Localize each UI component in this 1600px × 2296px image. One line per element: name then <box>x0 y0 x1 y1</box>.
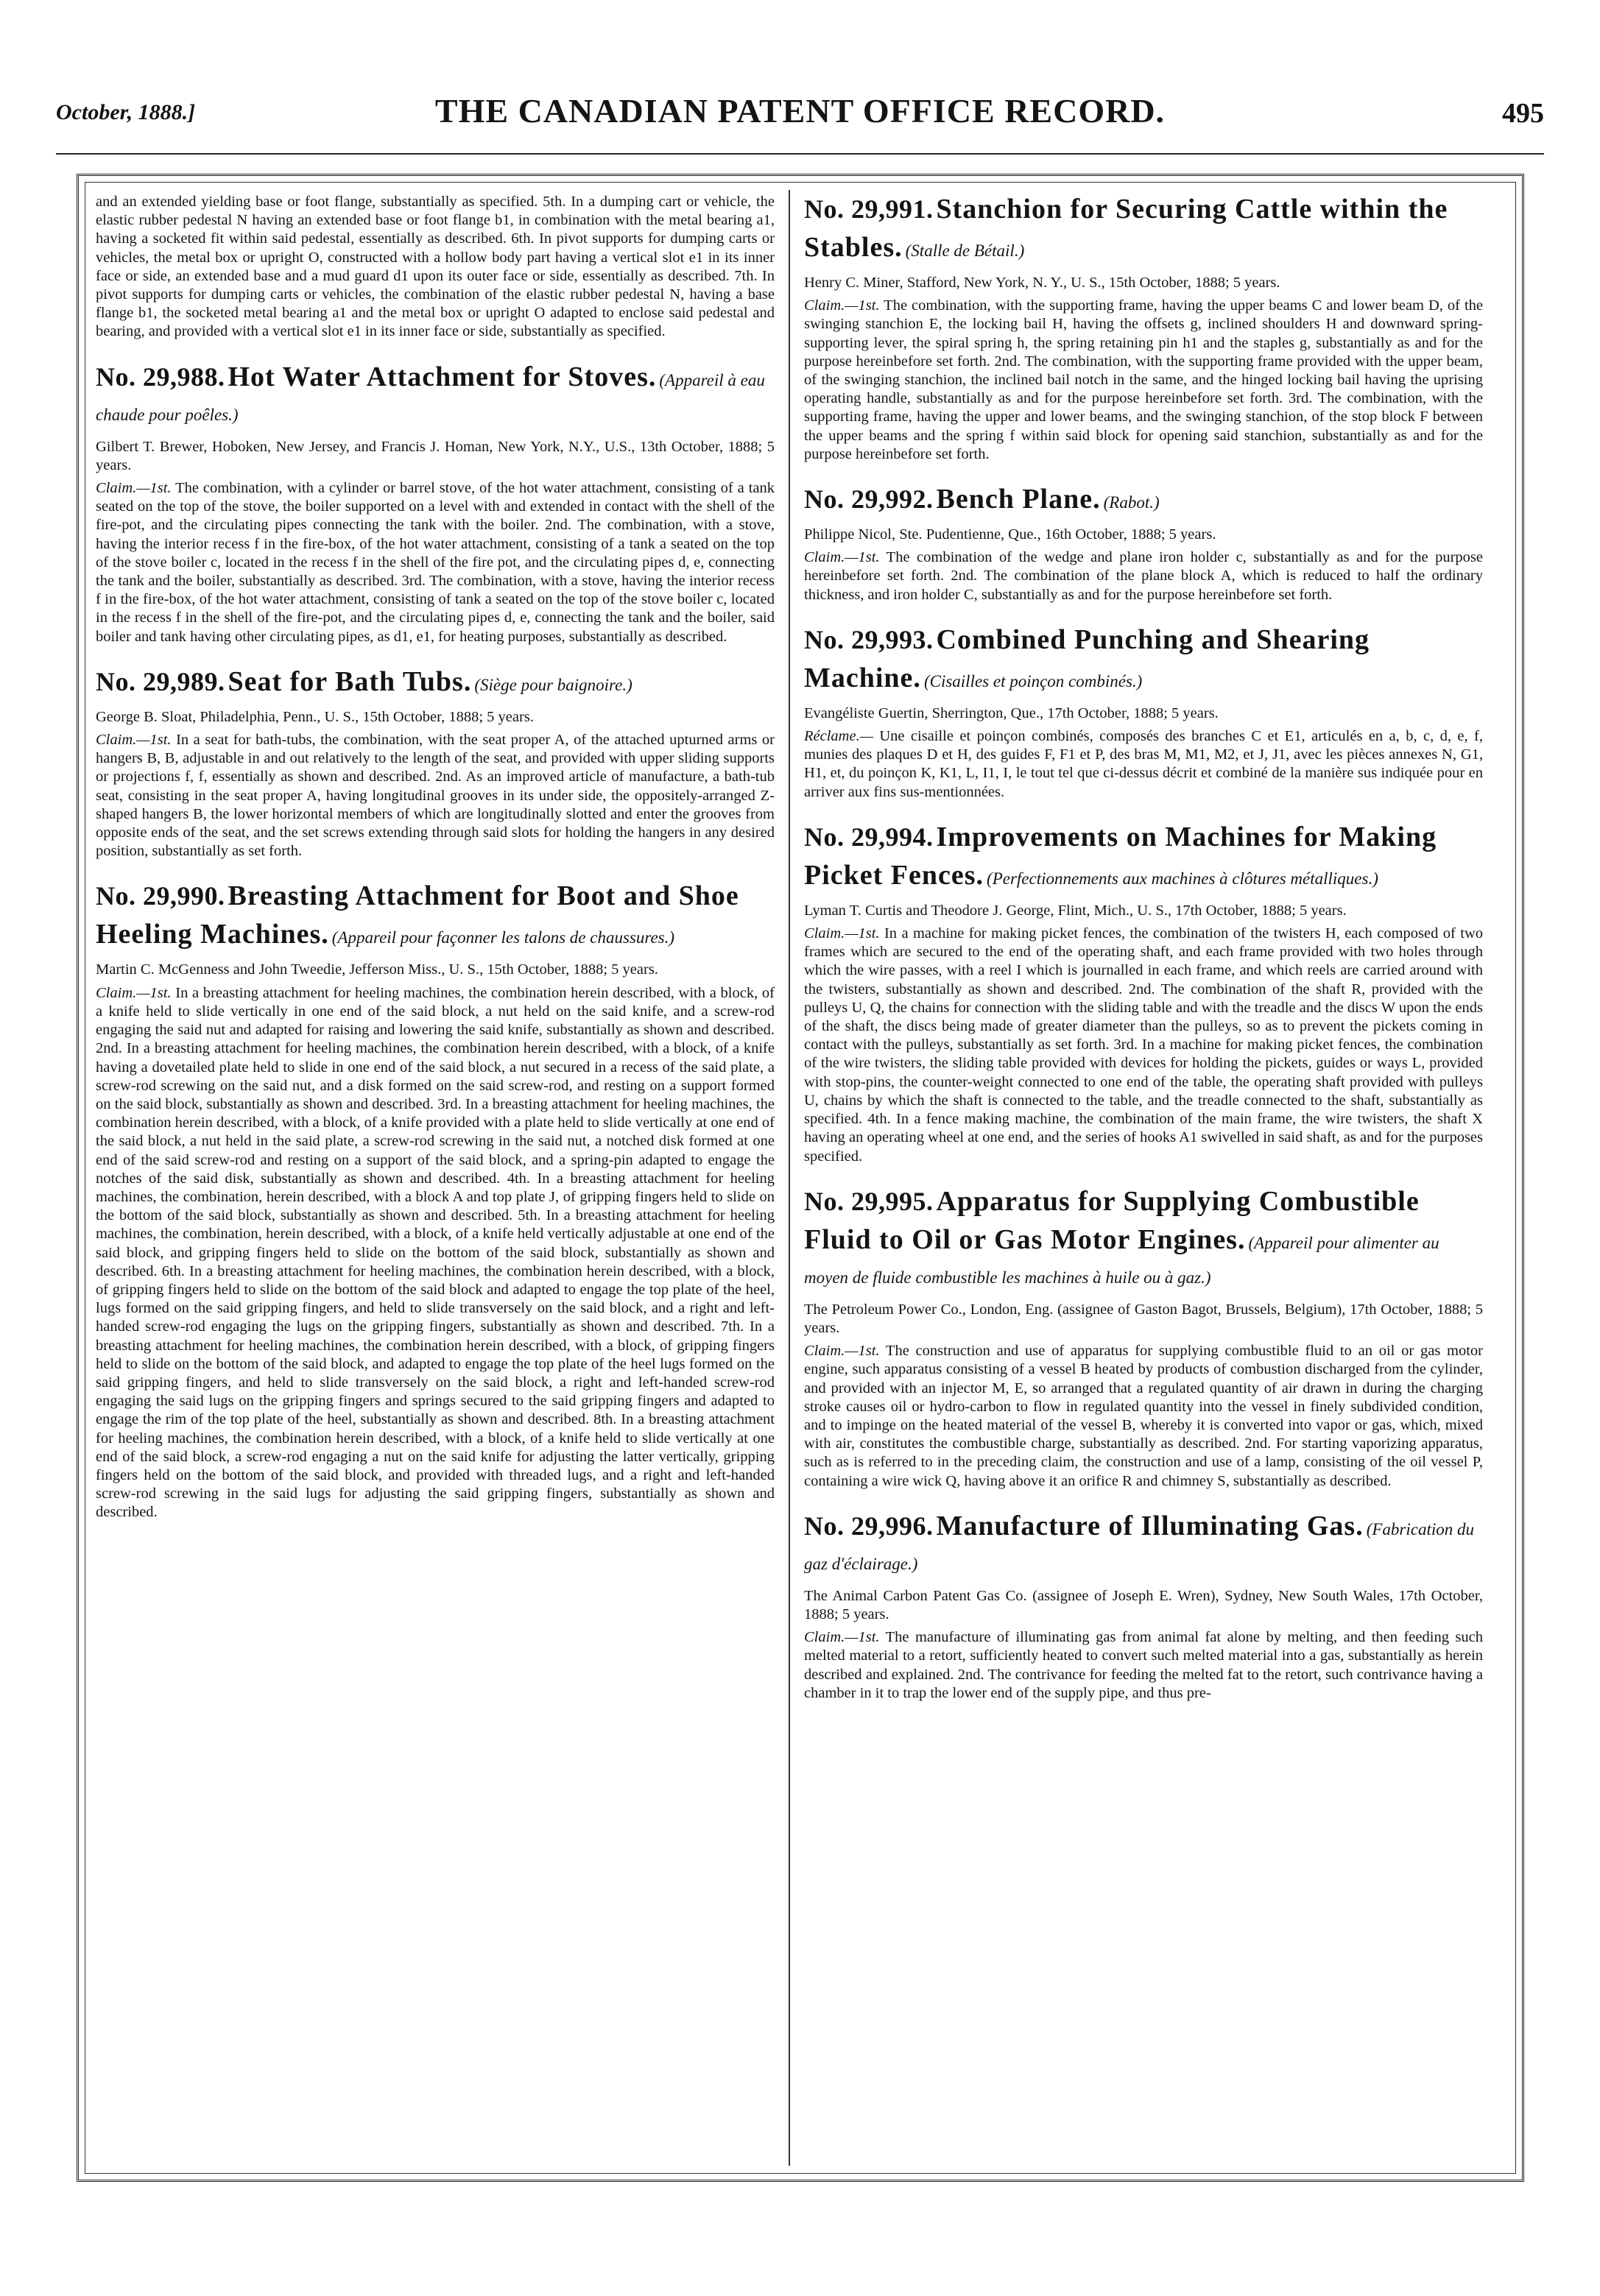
right-column <box>804 193 1483 2163</box>
claim-label: Claim.—1st. <box>804 1629 880 1646</box>
patent-number: No. 29,989. <box>96 666 225 696</box>
patent-entry-29988 <box>96 361 775 646</box>
claim-label: Claim.—1st. <box>96 984 172 1001</box>
patent-number: No. 29,993. <box>804 624 934 654</box>
claim-label: Claim.—1st. <box>804 1343 880 1360</box>
patent-number: No. 29,995. <box>804 1186 934 1216</box>
french-title: (Appareil pour alimenter au moyen de fluide combustible les machines à huile ou à gaz.) <box>804 1233 1439 1287</box>
claim-body: The construction and use of apparatus for supplying combustible fluid to an oil or gas motor engine, such apparatus consisting of a vessel B heated by products of combustion discharged from the cylinder, and provided with an injector M, E, so arranged that a regulated quantity of air drawn in during the charging stroke causes oil or hydro-carbon to flow in regulated quantity into the vessel in finely subdivided condition, and to impinge on the heated material of the vessel B, whereby it is converted into vapor or gas, which, mixed with air, constitutes the combustible charge, substantially as described. 2nd. For starting vaporizing apparatus, such as is referred to in the preceding claim, the construction and use of a lamp, consisting of the oil vessel P, containing a wire wick Q, having above it an orifice R and chimney S, substantially as described. <box>804 1343 1483 1489</box>
claim-text <box>804 1628 1483 1703</box>
french-title: (Stalle de Bétail.) <box>905 241 1025 260</box>
inventor-line: Philippe Nicol, Ste. Pudentienne, Que., 16th October, 1888; 5 years. <box>804 526 1216 543</box>
patent-title: Apparatus for Supplying Combustible Fluid to Oil or Gas Motor Engines. <box>804 1185 1420 1255</box>
entry-heading <box>804 821 1483 897</box>
inventor-line: Gilbert T. Brewer, Hoboken, New Jersey, and Francis J. Homan, New York, N.Y., U.S., 13th October, 1888; 5 years. <box>96 438 775 473</box>
content-frame <box>77 174 1524 2182</box>
patent-title: Seat for Bath Tubs. <box>228 665 472 697</box>
patent-title: Improvements on Machines for Making Picket Fences. <box>804 821 1437 891</box>
issue-date: October, 1888.] <box>56 100 196 124</box>
inventor-line: George B. Sloat, Philadelphia, Penn., U. S., 15th October, 1888; 5 years. <box>96 708 534 725</box>
patent-number: No. 29,991. <box>804 194 934 224</box>
claim-text <box>96 984 775 1522</box>
claim-body: Une cisaille et poinçon combinés, composés des branches C et E1, articulés en a, b, c, d, e, f, munies des plaques D et H, des guides F, F1 et P, des bras M, M1, M2, et J, J1, avec les pièces annexes N, G1, H1, et, du poinçon K, K1, L, I1, I, le tout tel que ci-dessus décrit et combiné de la manière sus indiquée pour en arriver aux fins sus-mentionnées. <box>804 728 1483 800</box>
patent-entry-29993 <box>804 624 1483 802</box>
patent-entry-29994 <box>804 821 1483 1166</box>
claim-label: Réclame.— <box>804 728 873 745</box>
patent-entry-29992 <box>804 483 1483 604</box>
patent-title: Stanchion for Securing Cattle within the Stables. <box>804 194 1448 263</box>
entry-heading <box>804 193 1483 269</box>
inventor-line: Martin C. McGenness and John Tweedie, Jefferson Miss., U. S., 15th October, 1888; 5 years. <box>96 961 658 978</box>
entry-heading <box>804 483 1483 521</box>
claim-label: Claim.—1st. <box>804 297 880 314</box>
claim-body: In a seat for bath-tubs, the combination, with the seat proper A, of the attached upturned arms or hangers B, B, adjustable in and out relatively to the length of the seat, and provided with upper sliding supports or projections f, f, essentially as shown and described. 2nd. As an improved article of manufacture, a bath-tub seat, consisting in the seat proper A, having longitudinal grooves in its under side, the oppositely-arranged Z-shaped hangers B, the lower horizontal members of which are longitudinally slotted and enter the grooves from opposite ends of the seat, and the set screws extending through said slots for holding the hangers in any desired position, substantially as set forth. <box>96 732 775 860</box>
patent-entry-29995 <box>804 1185 1483 1491</box>
entry-heading <box>96 361 775 434</box>
inventor-line: Henry C. Miner, Stafford, New York, N. Y., U. S., 15th October, 1888; 5 years. <box>804 275 1280 291</box>
claim-text <box>804 1342 1483 1491</box>
french-title: (Rabot.) <box>1103 493 1160 512</box>
column-divider <box>789 190 790 2166</box>
french-title: (Cisailles et poinçon combinés.) <box>923 671 1143 690</box>
french-title: (Appareil à eau chaude pour poêles.) <box>96 370 765 424</box>
running-header <box>56 87 1544 138</box>
patent-number: No. 29,988. <box>96 361 225 392</box>
entry-heading <box>804 624 1483 700</box>
claim-label: Claim.—1st. <box>96 480 172 497</box>
entry-heading <box>96 665 775 704</box>
patent-title: Breasting Attachment for Boot and Shoe Heeling Machines. <box>96 880 739 950</box>
claim-text <box>96 479 775 646</box>
claim-body: The combination, with a cylinder or barrel stove, of the hot water attachment, consisting of a tank seated on the top of the stove, the boiler supported on a level with and extended in contact with the shell of the fire-pot, and the circulating pipes connecting the tank with the boiler. 2nd. The combination, with a stove, having the interior recess f in the fire-box, of the hot water attachment, consisting of a tank a seated on the top of the stove boiler c, located in the recess f in the shell of the fire pot, and the circulating pipes d, e, connecting the tank and the boiler, substantially as described. 3rd. The combination, with a stove, having the interior recess f in the fire-box, of the hot water attachment, consisting of tank a seated on the top of the stove boiler c, located in the recess f in the shell of the fire-pot, and the circulating pipes d, e, connecting the tank and the boiler, said boiler and tank having other circulating pipes, as d1, e1, for heating purposes, substantially as described. <box>96 480 775 645</box>
content-frame-inner <box>85 182 1516 2174</box>
patent-number: No. 29,996. <box>804 1511 934 1541</box>
claim-body: The combination of the wedge and plane iron holder c, substantially as and for the purpose hereinbefore set forth. 2nd. The combination of the plane block A, which is reduced to half the ordinary thickness, and iron holder C, substantially as and for the purpose hereinbefore set forth. <box>804 549 1483 603</box>
entry-heading <box>804 1510 1483 1583</box>
inventor-line: Evangéliste Guertin, Sherrington, Que., 17th October, 1888; 5 years. <box>804 704 1219 721</box>
claim-label: Claim.—1st. <box>804 925 880 942</box>
left-column <box>96 193 775 2163</box>
page-number: 495 <box>1502 98 1544 129</box>
patent-title: Combined Punching and Shearing Machine. <box>804 624 1370 693</box>
claim-body: In a machine for making picket fences, the combination of the twisters H, each composed of two frames which are secured to the end of the operating shaft, and each frame provided with two holes through which the wire passes, with a reel I which is journalled in each frame, and which reels are carried around with the twisters, substantially as shown and described. 2nd. The combination of the shaft R, provided with the pulleys U, Q, the chains for connection with the sliding table and with the treadle and the discs W upon the ends of the shaft, the discs being made of greater diameter than the pulleys, so as to prevent the pickets coming in contact with the pulleys, substantially as set forth. 3rd. In a machine for making picket fences, the combination of the wire twisters, the sliding table provided with devices for holding the pickets, guides or ways L, provided with stop-pins, the counter-weight connected to one end of the table, the operating shaft provided with pulleys U, chains by which the shaft is connected to the table, and the treadle connected to the shaft, substantially as specified. 4th. In a fence making machine, the combination of the main frame, the wire twisters, the shaft X having an operating wheel at one end, and the series of hooks A1 swivelled in said shaft, as and for the purposes specified. <box>804 925 1483 1165</box>
claim-body: In a breasting attachment for heeling machines, the combination herein described, with a block, of a knife held to slide vertically in one end of the said block, a nut held on the said knife, and a screw-rod engaging the said nut and adapted for raising and lowering the said knife, substantially as shown and described. 2nd. In a breasting attachment for heeling machines, the combination herein described, with a block, of a knife having a dovetailed plate held to slide in one end of the said block, a nut secured in a recess of the said plate, a screw-rod screwing on the said nut, and a disk formed on the said screw-rod, and resting on a support formed on the said block, substantially as shown and described. 3rd. In a breasting attachment for heeling machines, the combination herein described, with a block, of a knife provided with a plate held to slide vertically at one end of the said block, a nut held in the said plate, a screw-rod screwing in the said nut, a notched disk formed at one end of the said screw-rod and resting on a support of the said block, and a spring-pin adapted to engage the notches of the said disk, substantially as shown and described. 4th. In a breasting attachment for heeling machines, the combination, herein described, with a block A and top plate J, of gripping fingers held to slide on the bottom of the said block, substantially as shown and described. 5th. In a breasting attachment for heeling machines, the combination, herein described, with a block, of a knife held vertically adjustable at one end of the said block, and gripping fingers held to slide on the bottom of the said block, substantially as shown and described. 6th. In a breasting attachment for heeling machines, the combination herein described, with a block, of gripping fingers held to slide on the bottom of the said block and adapted to engage the top plate of the heel, lugs formed on the said gripping fingers, and held to slide transversely on the said block, and a right and left-handed screw-rod engaging the lugs on the gripping fingers, substantially as shown and described. 7th. In a breasting attachment for heeling machines, the combination herein described, with a block, of gripping fingers held to slide on the bottom of the said block, and adapted to engage the top plate of the heel lugs formed on the said gripping fingers, and held to slide transversely on the said block, a right and left-handed screw-rod engaging the said lugs on the gripping fingers and springs secured to the said gripping fingers and adapted to engage the rim of the top plate of the heel, substantially as shown and described. 8th. In a breasting attachment for heeling machines, the combination herein described, with a block, of a knife held to slide vertically at one end of the said block, a screw-rod engaging a nut on the said knife for adjusting the latter vertically, gripping fingers held on the bottom of the said block, and provided with threaded lugs, and a right and left-handed screw-rod screwing in the said lugs for adjusting the said gripping fingers, substantially as shown and described. <box>96 984 775 1521</box>
patent-number: No. 29,992. <box>804 484 934 515</box>
inventor-line: The Petroleum Power Co., London, Eng. (assignee of Gaston Bagot, Brussels, Belgium), 17th October, 1888; 5 years. <box>804 1301 1483 1336</box>
french-title: (Perfectionnements aux machines à clôtures métalliques.) <box>987 869 1378 888</box>
inventor-line: Lyman T. Curtis and Theodore J. George, Flint, Mich., U. S., 17th October, 1888; 5 years. <box>804 902 1347 919</box>
french-title: (Appareil pour façonner les talons de chaussures.) <box>331 928 675 947</box>
publication-title: THE CANADIAN PATENT OFFICE RECORD. <box>434 92 1166 130</box>
claim-label: Claim.—1st. <box>804 549 880 566</box>
continued-claim-text: and an extended yielding base or foot flange, substantially as specified. 5th. In a dumping cart or vehicle, the elastic rubber pedestal N having an extended base or foot flange b1, in combination with the metal bearing a1, having a socketed fit within said pedestal, essentially as described. 6th. In pivot supports for dumping carts or vehicles, the metal box or upright O, constructed with a hollow body part having a vertical slot e1 in its inner face or side, an extended base and a mud guard d1 upon its outer face or side, essentially as described. 7th. In pivot supports for dumping carts or vehicles, the combination of the elastic rubber pedestal N, having a base flange b1, the socketed metal bearing a1 and the metal box or upright O adapted to enclose said pedestal and bearing, and provided with a vertical slot e1 in its inner face or side, substantially as specified. <box>96 194 775 340</box>
patent-entry-29991 <box>804 193 1483 464</box>
claim-label: Claim.—1st. <box>96 732 172 749</box>
patent-number: No. 29,994. <box>804 822 934 852</box>
claim-body: The manufacture of illuminating gas from animal fat alone by melting, and then feeding such melted material to a retort, sufficiently heated to convert such melted material into a gas, substantially as herein described and explained. 2nd. The contrivance for feeding the melted fat to the retort, such contrivance having a chamber in it to trap the lower end of the supply pipe, and thus pre- <box>804 1629 1483 1701</box>
patent-entry-29989 <box>96 665 775 861</box>
claim-body: The combination, with the supporting frame, having the upper beams C and lower beam D, of the swinging stanchion E, the locking bail H, having the offsets g, inclined shoulders H and downward spring-supporting lever, the spiral spring h, the spring retaining pin h1 and the staples g, substantially as and for the purpose hereinbefore set forth. 2nd. The combination, with the supporting frame provided with the upper beam, of the swinging stanchion, the inclined bail notch in the same, and the hinged locking bail having the uprising operating handle, substantially as and for the purpose hereinbefore set forth. 3rd. The combination, with the supporting frame, having the upper and lower beams, and the swinging stanchion, of the stop block F between the upper beams and the spring f within said block for opening said stanchion, substantially as and for the purpose hereinbefore set forth. <box>804 297 1483 462</box>
claim-text <box>804 297 1483 464</box>
claim-text <box>804 925 1483 1166</box>
french-title: (Siège pour baignoire.) <box>474 675 632 694</box>
patent-number: No. 29,990. <box>96 881 225 911</box>
inventor-line: The Animal Carbon Patent Gas Co. (assignee of Joseph E. Wren), Sydney, New South Wales, 17th October, 1888; 5 years. <box>804 1587 1483 1622</box>
patent-title: Bench Plane. <box>936 484 1101 515</box>
french-title: (Fabrication du gaz d'éclairage.) <box>804 1519 1475 1573</box>
entry-heading <box>804 1185 1483 1296</box>
patent-title: Hot Water Attachment for Stoves. <box>228 361 657 392</box>
claim-text <box>804 548 1483 604</box>
entry-heading <box>96 880 775 956</box>
patent-entry-29996 <box>804 1510 1483 1703</box>
claim-text <box>96 731 775 861</box>
header-rule <box>56 153 1544 155</box>
patent-title: Manufacture of Illuminating Gas. <box>936 1510 1364 1541</box>
claim-text <box>804 727 1483 802</box>
patent-entry-29990 <box>96 880 775 1522</box>
